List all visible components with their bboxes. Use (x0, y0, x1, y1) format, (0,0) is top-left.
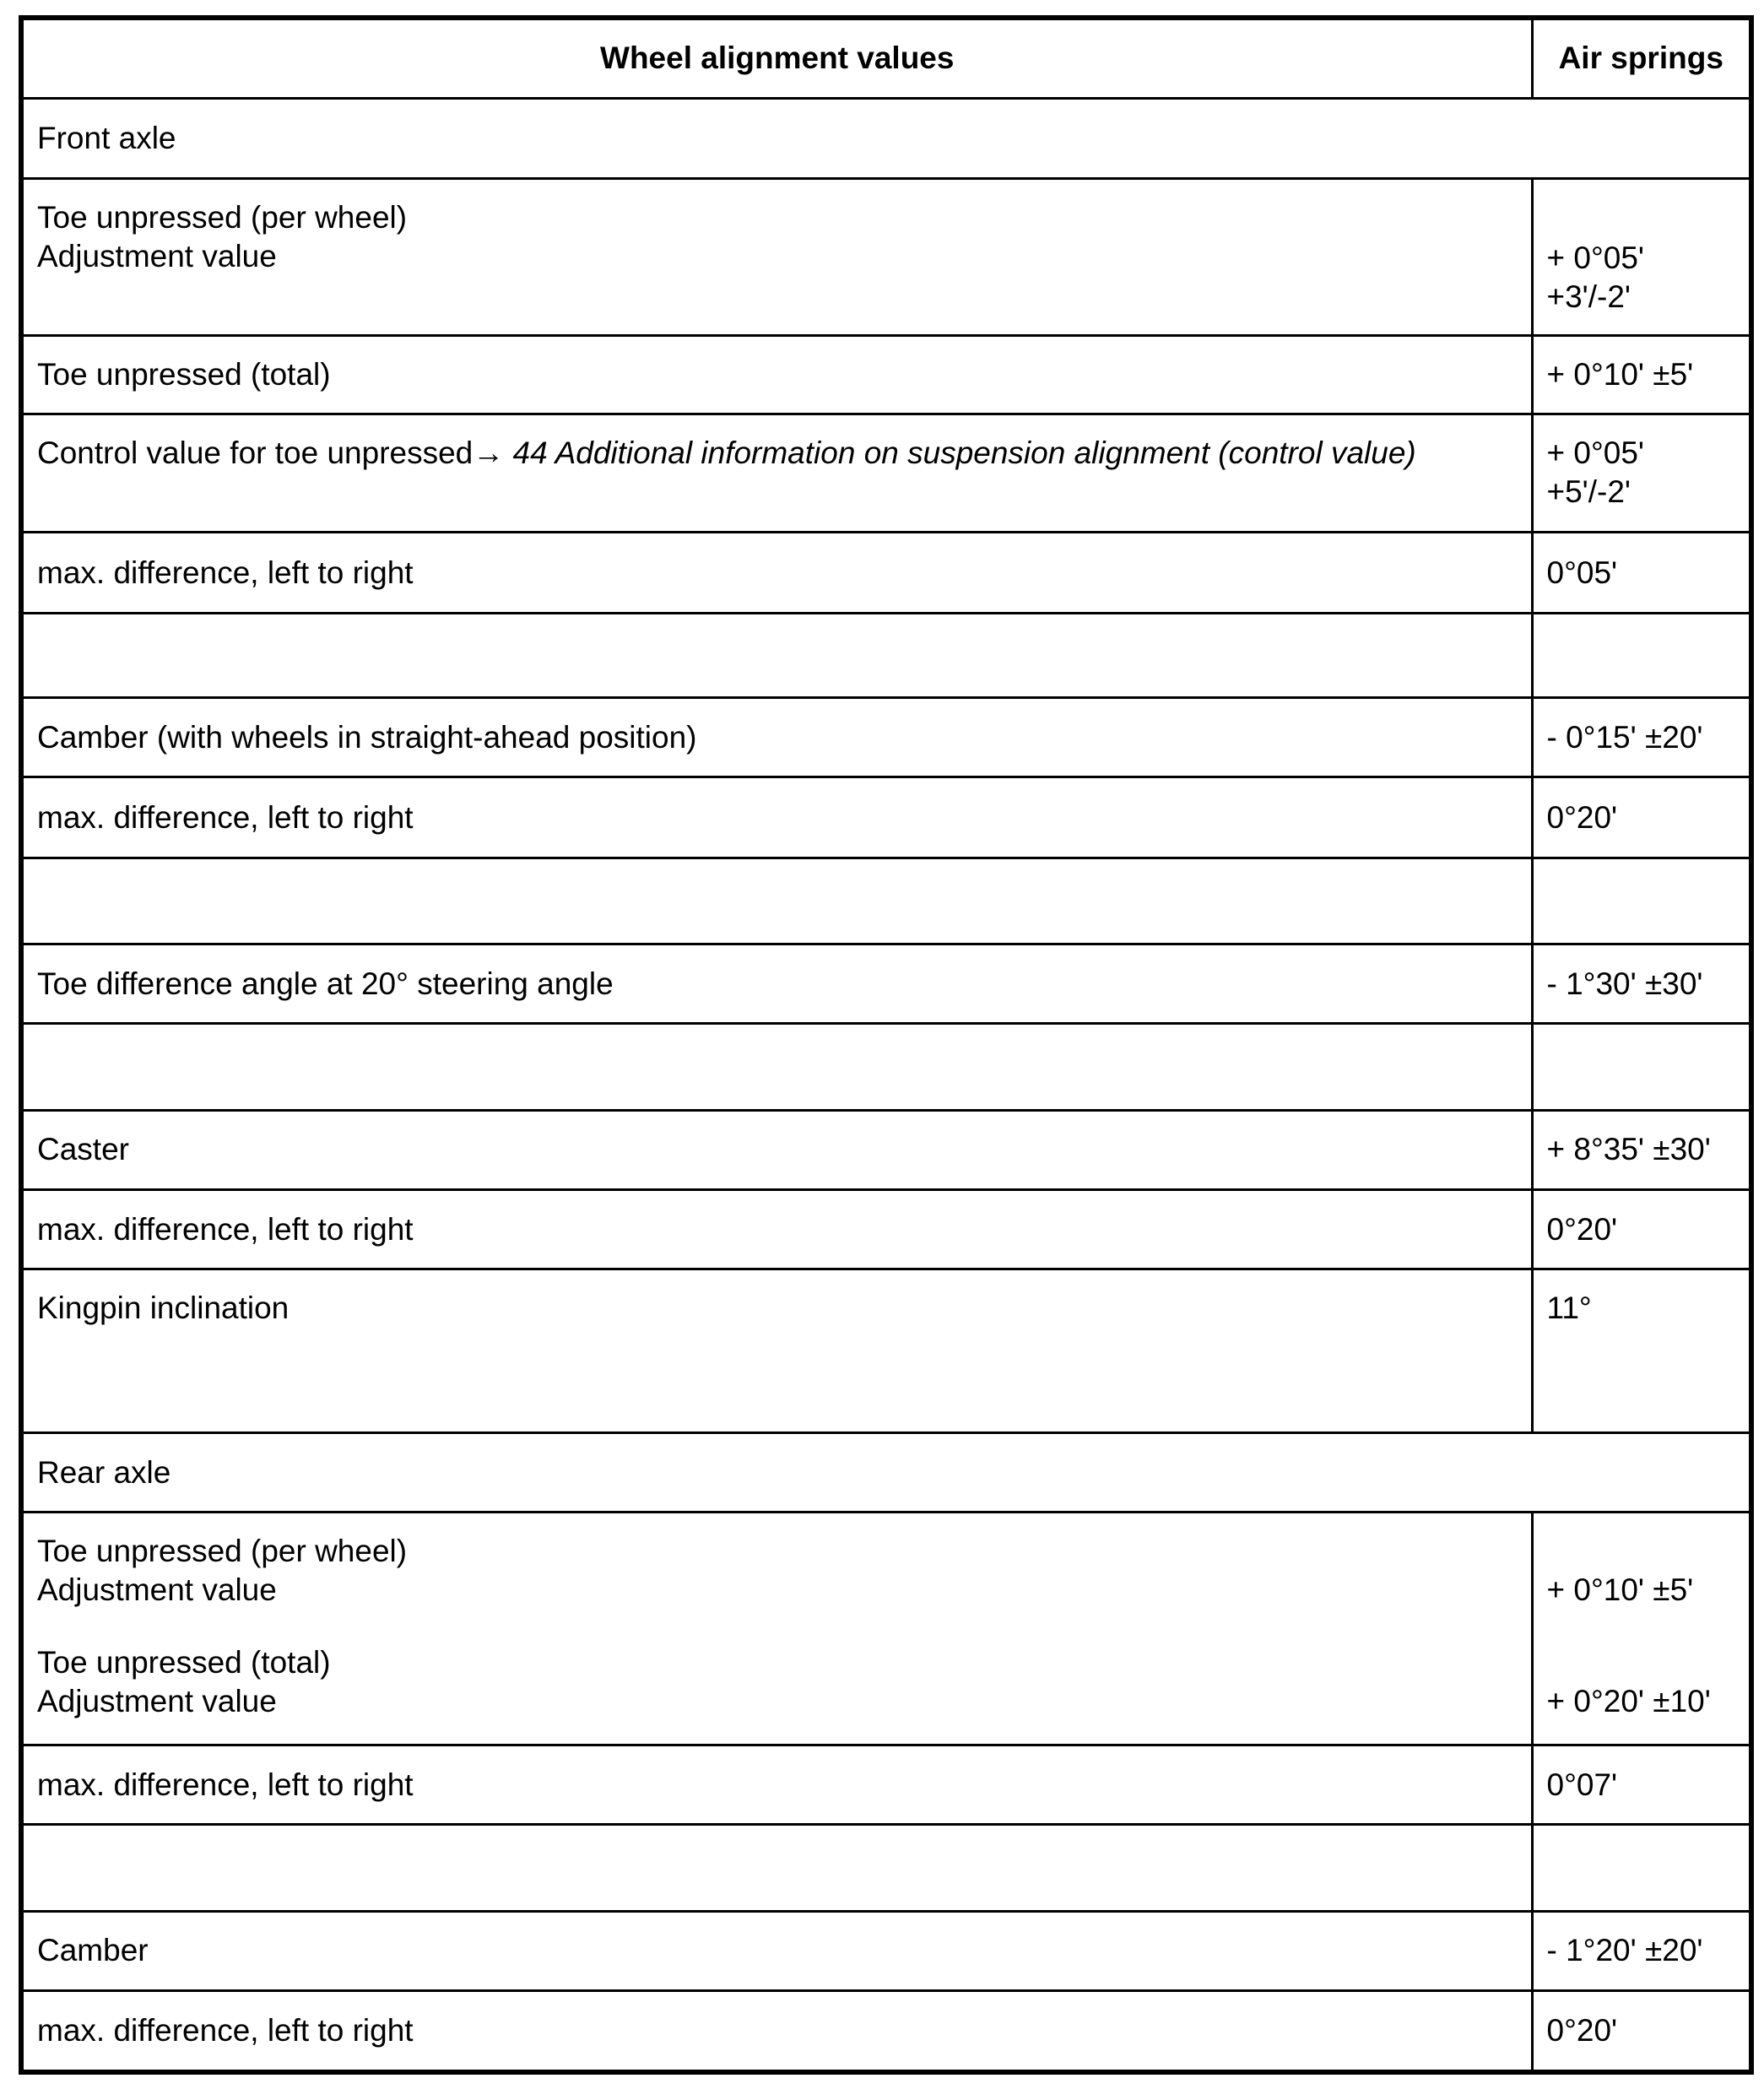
front-toe-difference-angle-label: Toe difference angle at 20° steering angle (21, 944, 1532, 1024)
front-control-value-label (21, 414, 1532, 533)
table-row-empty (21, 613, 1751, 697)
front-toe-per-wheel-title: Toe unpressed (per wheel) (37, 200, 408, 235)
spacer (1547, 1643, 1736, 1682)
rear-camber-value: - 1°20' ±20' (1532, 1911, 1751, 1990)
section-row-rear-axle (21, 1432, 1751, 1512)
rear-toe-per-wheel-value: + 0°10' ±5' (1546, 1572, 1694, 1608)
table-row (21, 335, 1751, 414)
front-maxdiff-toe-value: 0°05' (1532, 533, 1751, 613)
header-air-springs: Air springs (1532, 18, 1751, 98)
section-rear-axle: Rear axle (21, 1432, 1751, 1512)
rear-toe-per-wheel-subtitle: Adjustment value (37, 1572, 277, 1608)
front-toe-per-wheel-value: + 0°05' +3'/-2' (1532, 179, 1751, 336)
table-row (21, 1110, 1751, 1189)
empty-cell (21, 858, 1532, 944)
front-maxdiff-camber-value: 0°20' (1532, 777, 1751, 858)
front-toe-per-wheel-label (21, 179, 1532, 336)
rear-camber-label: Camber (21, 1911, 1532, 1990)
front-caster-label: Caster (21, 1110, 1532, 1189)
table-row (21, 1991, 1751, 2072)
table-row-empty (21, 1825, 1751, 1911)
spacer (1547, 1610, 1736, 1643)
table-row (21, 179, 1751, 336)
rear-maxdiff-camber-value: 0°20' (1532, 1991, 1751, 2072)
table-row (21, 944, 1751, 1024)
front-control-value-text: Control value for toe unpressed→ (37, 436, 513, 471)
front-control-value-value: + 0°05' +5'/-2' (1532, 414, 1751, 533)
empty-cell (1532, 858, 1751, 944)
empty-cell (21, 1024, 1532, 1110)
rear-toe-values (1532, 1513, 1751, 1745)
table-row (21, 1189, 1751, 1269)
rear-toe-total-subtitle: Adjustment value (37, 1684, 277, 1719)
table-row (21, 1513, 1751, 1745)
front-control-value-link[interactable]: 44 Additional information on suspension alignment (control value) (512, 436, 1416, 471)
front-maxdiff-camber-label: max. difference, left to right (21, 777, 1532, 858)
front-toe-per-wheel-subtitle: Adjustment value (37, 239, 277, 274)
spacer (37, 1610, 1518, 1643)
rear-toe-label (21, 1513, 1532, 1745)
table-row (21, 533, 1751, 613)
empty-cell (21, 613, 1532, 697)
rear-toe-total-title: Toe unpressed (total) (37, 1645, 331, 1680)
front-toe-difference-angle-value: - 1°30' ±30' (1532, 944, 1751, 1024)
front-toe-total-value: + 0°10' ±5' (1532, 335, 1751, 414)
table-row (21, 698, 1751, 777)
empty-cell (21, 1825, 1532, 1911)
rear-maxdiff-camber-label: max. difference, left to right (21, 1991, 1532, 2072)
table-row (21, 777, 1751, 858)
empty-cell (1532, 613, 1751, 697)
table-row (21, 1745, 1751, 1825)
table-row-empty (21, 1024, 1751, 1110)
section-row-front-axle (21, 98, 1751, 178)
spacer (1547, 1532, 1736, 1571)
front-camber-value: - 0°15' ±20' (1532, 698, 1751, 777)
table-row (21, 414, 1751, 533)
rear-toe-per-wheel-title: Toe unpressed (per wheel) (37, 1534, 408, 1569)
table-row (21, 1911, 1751, 1990)
rear-maxdiff-toe-value: 0°07' (1532, 1745, 1751, 1825)
table-header-row (21, 18, 1751, 98)
front-kingpin-inclination-value: 11° (1532, 1269, 1751, 1433)
header-wheel-alignment-values: Wheel alignment values (21, 18, 1532, 98)
front-caster-value: + 8°35' ±30' (1532, 1110, 1751, 1189)
wheel-alignment-table (19, 15, 1754, 2075)
empty-cell (1532, 1024, 1751, 1110)
empty-cell (1532, 1825, 1751, 1911)
front-maxdiff-caster-value: 0°20' (1532, 1189, 1751, 1269)
front-toe-total-label: Toe unpressed (total) (21, 335, 1532, 414)
front-kingpin-inclination-label: Kingpin inclination (21, 1269, 1532, 1433)
table-row-empty (21, 858, 1751, 944)
table-row (21, 1269, 1751, 1433)
front-maxdiff-toe-label: max. difference, left to right (21, 533, 1532, 613)
section-front-axle: Front axle (21, 98, 1751, 178)
front-camber-label: Camber (with wheels in straight-ahead position) (21, 698, 1532, 777)
front-maxdiff-caster-label: max. difference, left to right (21, 1189, 1532, 1269)
rear-maxdiff-toe-label: max. difference, left to right (21, 1745, 1532, 1825)
rear-toe-total-value: + 0°20' ±10' (1546, 1684, 1711, 1719)
